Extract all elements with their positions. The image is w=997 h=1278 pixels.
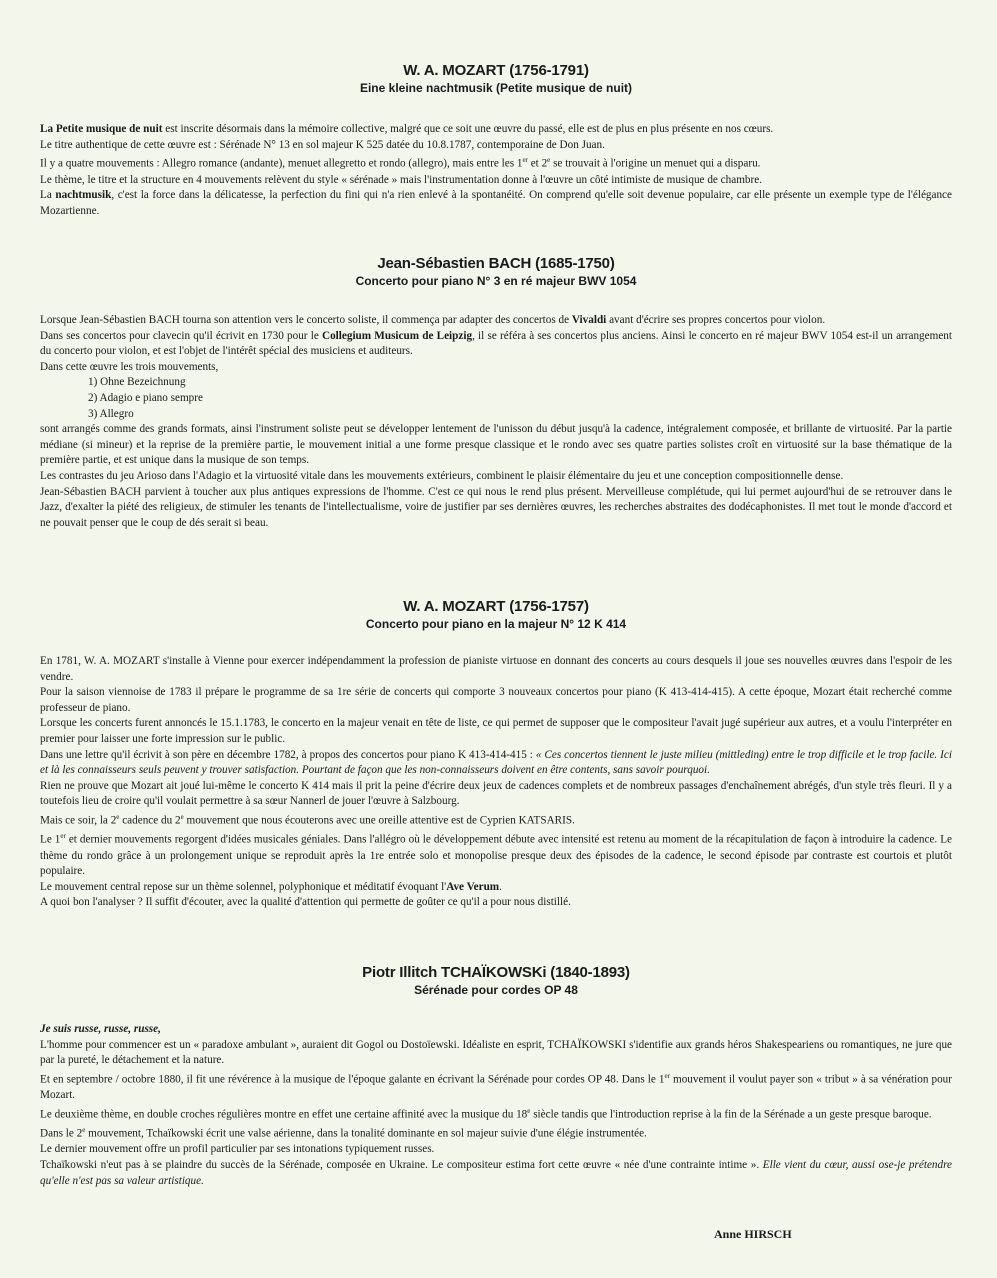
paragraph: Et en septembre / octobre 1880, il fit une révérence à la musique de l'époque galante en écrivant la Sérénade pour cordes OP 48. Dans le 1er mouvement il voulut payer son « tribut » à sa vénération pour Mozart. [40,1071,952,1102]
author-signature: Anne HIRSCH [714,1227,792,1241]
movement-list [88,375,952,422]
paragraph: Il y a quatre mouvements : Allegro romance (andante), menuet allegretto et rondo (allegro), mais entre les 1er et 2e se trouvait à l'origine un menuet qui a disparu. [40,156,761,170]
paragraph: A quoi bon l'analyser ? Il suffit d'écouter, avec la qualité d'attention qui permette de goûter ce qu'il a pour nous distillé. [40,896,571,909]
paragraph: Le dernier mouvement offre un profil particulier par ses intonations typiquement russes. [40,1143,435,1156]
section-mozart-nachtmusik [40,62,952,219]
paragraph: Dans ses concertos pour clavecin qu'il écrivit en 1730 pour le Collegium Musicum de Leipzig, il se référa à ses concertos plus anciens. Ainsi le concerto en ré majeur BWV 1054 est-il un arrangement du concerto pour violon, et est l'objet de l'intérêt spécial des musiciens et auditeurs. [40,329,952,358]
paragraph: Le thème, le titre et la structure en 4 mouvements relèvent du style « sérénade » mais l'instrumentation donne à l'œuvre un côté intimiste de musique de chambre. [40,173,762,186]
paragraph: Lorsque les concerts furent annoncés le 15.1.1783, le concerto en la majeur venait en tête de liste, ce qui permet de supposer que le compositeur l'avait jugé supérieur aux autres, et a voulu l'interpréter en premier pour laisser une forte impression sur le public. [40,717,952,745]
paragraph: Dans le 2e mouvement, Tchaïkowski écrit une valse aérienne, dans la tonalité dominante en sol majeur suivie d'une élégie instrumentée. [40,1126,647,1140]
section-title: W. A. MOZART (1756-1791) [403,62,589,79]
paragraph: Rien ne prouve que Mozart ait joué lui-même le concerto K 414 mais il prit la peine d'écrire deux jeux de cadences complets et de nombreux passages d'enchaînement abrégés, d'un style très fleuri. Il y a toutefois lieu de croire qu'il voulait permettre à sa sœur Nannerl de jouer l'œuvre à Salzbourg. [40,779,952,808]
section-subtitle: Concerto pour piano N° 3 en ré majeur BWV 1054 [355,274,637,288]
paragraph: Le mouvement central repose sur un thème solennel, polyphonique et méditatif évoquant l'Ave Verum. [40,880,502,893]
list-item: 3) Allegro [88,407,134,420]
paragraph: L'homme pour commencer est un « paradoxe ambulant », auraient dit Gogol ou Dostoïewski. Idéaliste en esprit, TCHAÏKOWSKI s'identifie aux grands héros Shakespeariens ou romantiques, ne jure que par la pureté, le détachement et la nature. [40,1038,952,1067]
section-bach-concerto [40,255,952,531]
section-tchaikovsky-serenade [40,964,952,1189]
paragraph: Je suis russe, russe, russe, [40,1023,161,1035]
section-title: Piotr Illitch TCHAÏKOWSKi (1840-1893) [362,964,630,981]
paragraph: Lorsque Jean-Sébastien BACH tourna son attention vers le concerto soliste, il commença par adapter des concertos de Vivaldi avant d'écrire ses propres concertos pour violon. [40,314,826,326]
paragraph: La nachtmusik, c'est la force dans la délicatesse, la perfection du fini qui n'a rien enlevé à la spontanéité. On comprend qu'elle soit devenue populaire, car elle présente un exemple type de l'élégance Mozartienne. [40,189,952,217]
paragraph: Pour la saison viennoise de 1783 il prépare le programme de sa 1re série de concerts qui comporte 3 nouveaux concertos pour piano (K 413-414-415). A cette époque, Mozart était recherché comme professeur de piano. [40,686,952,714]
paragraph: sont arrangés comme des grands formats, ainsi l'instrument soliste peut se développer lentement de l'unisson du début jusqu'à la cadence, intégralement composée, et brillante de virtuosité. Par la partie médiane (si mineur) et la reprise de la première partie, le mouvement initial a une forme presque classique et le rondo avec ses quatre parties solistes croît en virtuosité sur la base thématique de la première partie, et est unique dans la musique de son temps. [40,423,952,467]
paragraph: La Petite musique de nuit est inscrite désormais dans la mémoire collective, malgré que ce soit une œuvre du passé, elle est de plus en plus présente en nos cœurs. [40,123,774,135]
section-subtitle: Eine kleine nachtmusik (Petite musique de nuit) [359,81,633,95]
section-mozart-concerto [40,598,952,911]
list-item: 2) Adagio e piano sempre [88,391,203,404]
section-title: W. A. MOZART (1756-1757) [403,598,589,615]
section-title: Jean-Sébastien BACH (1685-1750) [377,255,615,272]
paragraph: Mais ce soir, la 2e cadence du 2e mouvement que nous écouterons avec une oreille attentive est de Cyprien KATSARIS. [40,812,575,827]
section-subtitle: Sérénade pour cordes OP 48 [414,983,578,997]
paragraph: Jean-Sébastien BACH parvient à toucher aux plus antiques expressions de l'homme. C'est ce qui nous le rend plus présent. Merveilleuse complétude, qui lui permet aujourd'hui de se retrouver dans le Jazz, d'exalter la piété des religieux, de stimuler les tenants de l'intellectualisme, voire de justifier par ses dernières œuvres, les recherches abstraites des dodécaphonistes. Il met tout le monde d'accord et ne pouvait penser que le coup de dés serait si beau. [40,485,952,529]
paragraph: En 1781, W. A. MOZART s'installe à Vienne pour exercer indépendamment la profession de pianiste virtuose en donnant des concerts au cours desquels il joue ses nouvelles œuvres dans l'espoir de les vendre. [40,655,952,683]
paragraph: Le titre authentique de cette œuvre est : Sérénade N° 13 en sol majeur K 525 datée du 10.8.1787, contemporaine de Don Juan. [40,138,605,151]
paragraph: Le deuxième thème, en double croches régulières montre en effet une certaine affinité avec la musique du 18e siècle tandis que l'introduction reprise à la fin de la Sérénade a un geste presque baroque. [40,1106,932,1121]
paragraph: Le 1er et dernier mouvements regorgent d'idées musicales géniales. Dans l'allégro où le développement débute avec intensité est retenu au moment de la récapitulation de façon à introduire la cadence. Le thème du rondo grâce à un prolongement unique se reproduit après la 1re entrée solo et monopolise presque deux des épisodes de la cadence, le second épisode par contraste est courtois et plutôt populaire. [40,832,952,878]
paragraph: Dans une lettre qu'il écrivit à son père en décembre 1782, à propos des concertos pour piano K 413-414-415 : « Ces concertos tiennent le juste milieu (mittleding) entre le trop difficile et le trop facile. Ici et là les connaisseurs seuls peuvent y trouver satisfaction. Pourtant de façon que les non-connaisseurs doivent en être contents, sans savoir pourquoi. [40,748,952,777]
paragraph: Tchaïkowski n'eut pas à se plaindre du succès de la Sérénade, composée en Ukraine. Le compositeur estima fort cette œuvre « née d'une contrainte intime ». Elle vient du cœur, aussi ose-je prétendre qu'elle n'est pas sa valeur artistique. [40,1158,953,1187]
paragraph: Dans cette œuvre les trois mouvements, [40,360,219,373]
section-subtitle: Concerto pour piano en la majeur N° 12 K 414 [365,617,627,631]
list-item: 1) Ohne Bezeichnung [88,376,186,389]
paragraph: Les contrastes du jeu Arioso dans l'Adagio et la virtuosité vitale dans les mouvements extérieurs, combinent le plaisir élémentaire du jeu et une conception compositionnelle dense. [40,469,844,482]
